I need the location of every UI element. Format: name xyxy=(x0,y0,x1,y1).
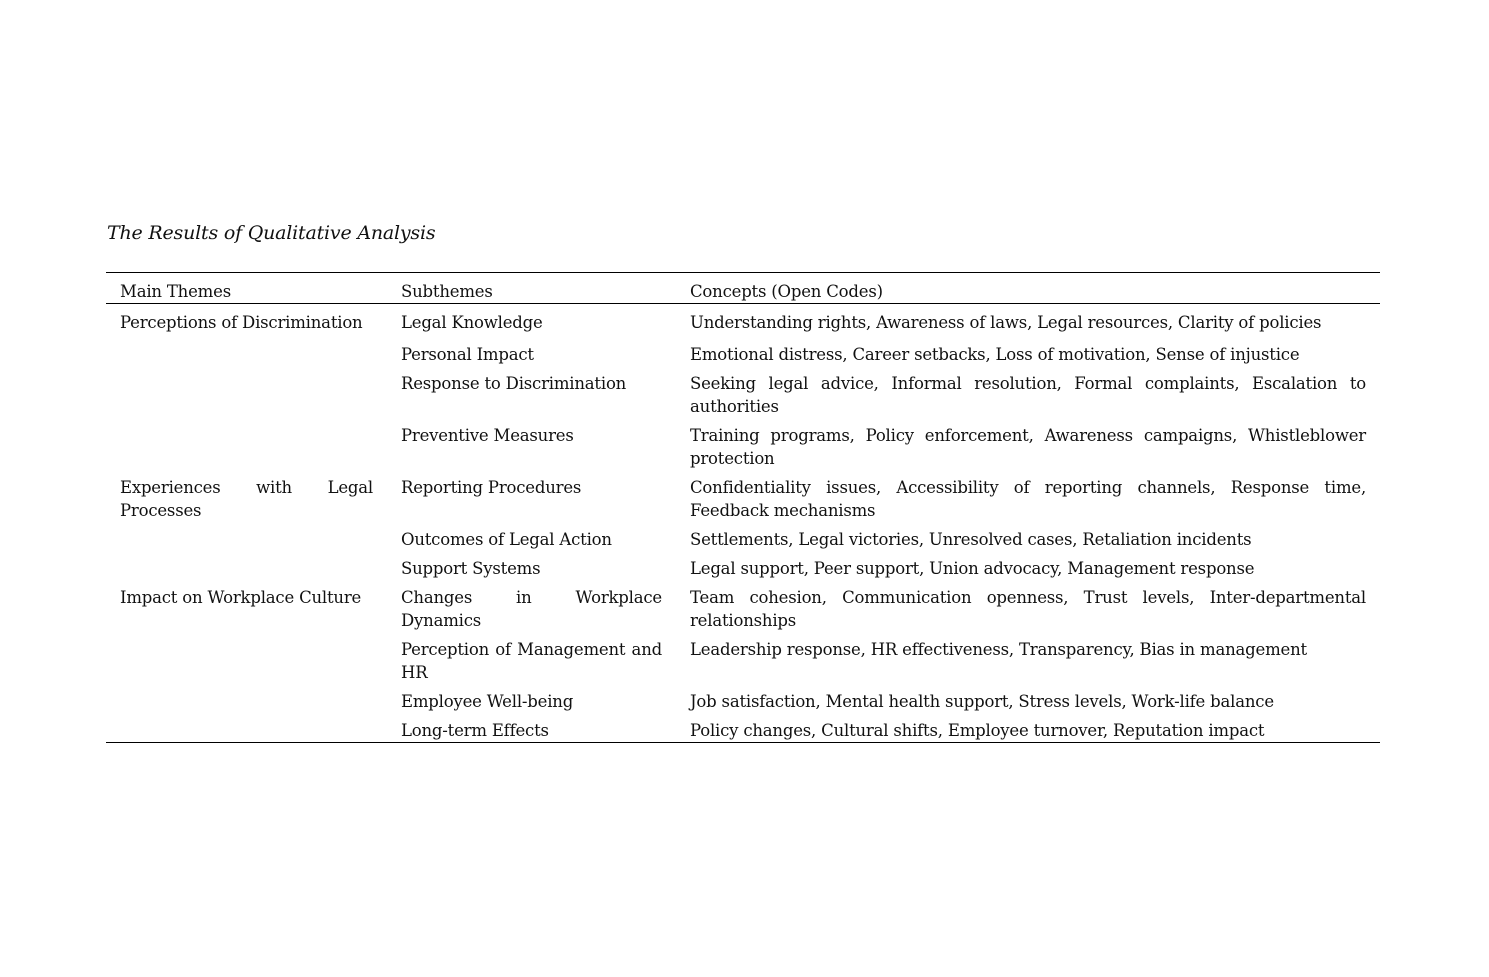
main-theme-cell: Experiences with Legal Processes xyxy=(120,478,373,520)
concepts-cell: Confidentiality issues, Accessibility of reporting channels, Response time, Feedback mechanisms xyxy=(690,478,1366,520)
concepts-cell: Training programs, Policy enforcement, Awareness campaigns, Whistleblower protection xyxy=(690,426,1366,468)
concepts-cell: Team cohesion, Communication openness, Trust levels, Inter-departmental relationships xyxy=(690,588,1366,630)
table-row xyxy=(106,525,1380,554)
main-theme-cell xyxy=(106,716,387,743)
subtheme-cell: Preventive Measures xyxy=(401,426,574,445)
table-row xyxy=(106,583,1380,635)
concepts-cell: Leadership response, HR effectiveness, Transparency, Bias in management xyxy=(690,640,1307,659)
qualitative-results-table xyxy=(106,272,1380,743)
table-header-row xyxy=(106,273,1380,304)
table-row xyxy=(106,304,1380,341)
subtheme-cell: Perception of Management and HR xyxy=(401,640,662,682)
table-row xyxy=(106,554,1380,583)
subtheme-cell: Support Systems xyxy=(401,559,541,578)
table-row xyxy=(106,421,1380,473)
main-theme-cell: Impact on Workplace Culture xyxy=(120,588,362,607)
main-theme-cell xyxy=(106,554,387,583)
subtheme-cell: Outcomes of Legal Action xyxy=(401,530,612,549)
header-main-themes: Main Themes xyxy=(106,273,387,304)
main-theme-cell xyxy=(106,635,387,687)
main-theme-cell xyxy=(106,340,387,369)
table-row xyxy=(106,635,1380,687)
concepts-cell: Policy changes, Cultural shifts, Employee turnover, Reputation impact xyxy=(676,716,1380,743)
table-caption: The Results of Qualitative Analysis xyxy=(107,222,436,244)
main-theme-cell xyxy=(106,369,387,421)
concepts-cell: Settlements, Legal victories, Unresolved cases, Retaliation incidents xyxy=(690,530,1252,549)
concepts-cell: Legal support, Peer support, Union advocacy, Management response xyxy=(690,559,1255,578)
table-row xyxy=(106,369,1380,421)
concepts-cell: Understanding rights, Awareness of laws, Legal resources, Clarity of policies xyxy=(690,313,1322,332)
subtheme-cell: Response to Discrimination xyxy=(401,374,627,393)
subtheme-cell: Employee Well-being xyxy=(401,692,574,711)
concepts-cell: Emotional distress, Career setbacks, Loss of motivation, Sense of injustice xyxy=(690,345,1300,364)
subtheme-cell: Personal Impact xyxy=(401,345,534,364)
table-row xyxy=(106,716,1380,743)
subtheme-cell: Long-term Effects xyxy=(387,716,676,743)
concepts-cell: Job satisfaction, Mental health support, Stress levels, Work-life balance xyxy=(690,692,1274,711)
subtheme-cell: Changes in Workplace Dynamics xyxy=(401,588,662,630)
main-theme-cell xyxy=(106,421,387,473)
main-theme-cell xyxy=(106,687,387,716)
table-row xyxy=(106,687,1380,716)
table-row xyxy=(106,473,1380,525)
table-row xyxy=(106,340,1380,369)
main-theme-cell xyxy=(106,525,387,554)
header-concepts: Concepts (Open Codes) xyxy=(676,273,1380,304)
main-theme-cell: Perceptions of Discrimination xyxy=(120,313,363,332)
header-subthemes: Subthemes xyxy=(387,273,676,304)
subtheme-cell: Reporting Procedures xyxy=(401,478,582,497)
concepts-cell: Seeking legal advice, Informal resolution, Formal complaints, Escalation to authorities xyxy=(690,374,1366,416)
subtheme-cell: Legal Knowledge xyxy=(401,313,543,332)
